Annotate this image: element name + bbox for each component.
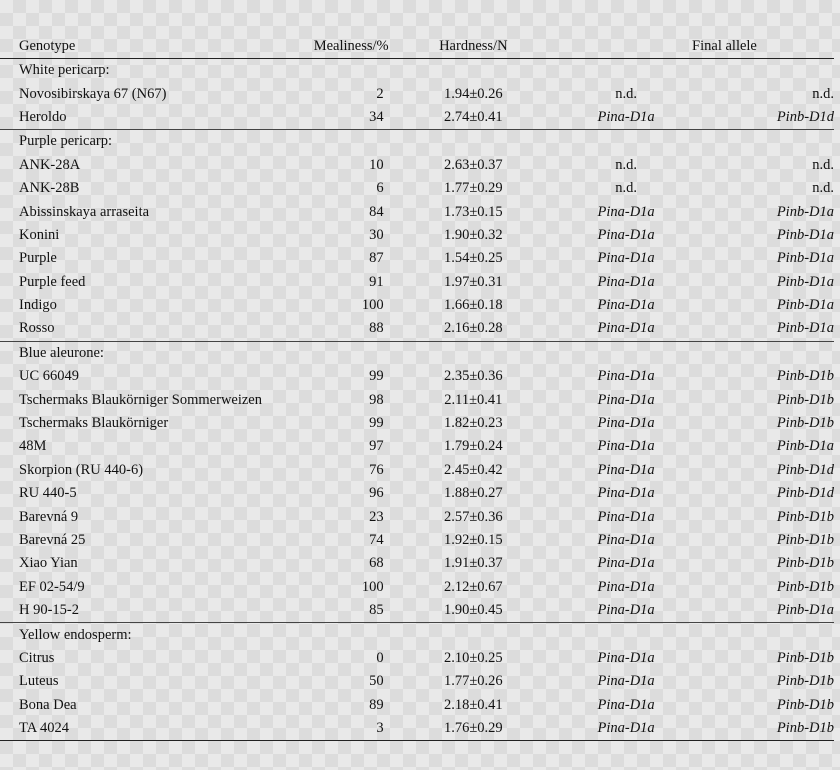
- header-mealiness: Mealiness/%: [314, 34, 389, 59]
- hardness-cell: 1.90±0.32: [443, 226, 503, 243]
- pina-allele-cell: n.d.: [615, 156, 637, 173]
- genotype-cell: Tschermaks Blaukörniger: [19, 415, 169, 432]
- mealiness-cell: 23: [369, 508, 384, 525]
- table-row: [0, 317, 834, 341]
- table-row: [0, 106, 834, 130]
- table-row: [0, 82, 834, 105]
- hardness-cell: 2.10±0.25: [443, 649, 503, 666]
- mealiness-cell: 76: [369, 461, 384, 478]
- genotype-cell: Rosso: [19, 320, 55, 337]
- mealiness-cell: 99: [369, 415, 384, 432]
- pinb-allele-cell: Pinb-D1b: [776, 555, 834, 572]
- genotype-cell: Purple: [19, 250, 57, 267]
- hardness-cell: 1.77±0.29: [443, 180, 503, 197]
- table-row: [0, 576, 834, 599]
- hardness-cell: 2.18±0.41: [443, 696, 503, 713]
- pinb-allele-cell: Pinb-D1a: [776, 203, 834, 220]
- mealiness-cell: 85: [369, 602, 384, 619]
- pina-allele-cell: Pina-D1a: [597, 555, 655, 572]
- pina-allele-cell: Pina-D1a: [597, 508, 655, 525]
- hardness-cell: 1.88±0.27: [443, 485, 503, 502]
- mealiness-cell: 100: [361, 578, 384, 595]
- pina-allele-cell: n.d.: [615, 180, 637, 197]
- hardness-cell: 1.90±0.45: [443, 602, 503, 619]
- hardness-cell: 2.63±0.37: [443, 156, 503, 173]
- pinb-allele-cell: Pinb-D1b: [776, 415, 834, 432]
- hardness-cell: 1.97±0.31: [443, 273, 503, 290]
- table-row: [0, 435, 834, 458]
- pina-allele-cell: Pina-D1a: [597, 391, 655, 408]
- pina-allele-cell: Pina-D1a: [597, 368, 655, 385]
- table-row: [0, 717, 834, 741]
- pina-allele-cell: Pina-D1a: [597, 438, 655, 455]
- group-header-row: [0, 59, 834, 83]
- table-row: [0, 459, 834, 482]
- hardness-cell: 1.79±0.24: [443, 438, 503, 455]
- genotype-cell: ANK-28B: [19, 180, 80, 197]
- table-row: [0, 529, 834, 552]
- genotype-cell: Skorpion (RU 440-6): [19, 461, 144, 478]
- pina-allele-cell: Pina-D1a: [597, 415, 655, 432]
- hardness-cell: 2.74±0.41: [443, 108, 503, 125]
- header-row: [0, 34, 834, 59]
- genotype-cell: TA 4024: [0, 717, 314, 741]
- genotype-cell: Bona Dea: [19, 696, 77, 713]
- pinb-allele-cell: Pinb-D1b: [776, 696, 834, 713]
- table-row: [0, 599, 834, 623]
- mealiness-cell: 91: [369, 273, 384, 290]
- hardness-cell: 2.57±0.36: [443, 508, 503, 525]
- pinb-allele-cell: n.d.: [812, 85, 834, 102]
- pinb-allele-cell: Pinb-D1d: [776, 461, 834, 478]
- pinb-allele-cell: Pinb-D1a: [776, 320, 834, 337]
- pina-allele-cell: Pina-D1a: [597, 602, 655, 619]
- mealiness-cell: 100: [361, 297, 384, 314]
- pina-allele-cell: Pina-D1a: [597, 297, 655, 314]
- pina-allele-cell: Pina-D1a: [597, 461, 655, 478]
- hardness-cell: 2.16±0.28: [443, 320, 503, 337]
- table-row: [0, 294, 834, 317]
- pina-allele-cell: Pina-D1a: [597, 578, 655, 595]
- table-row: [0, 247, 834, 270]
- pinb-allele-cell: Pinb-D1b: [776, 391, 834, 408]
- table-row: [0, 552, 834, 575]
- genotype-cell: Xiao Yian: [19, 555, 78, 572]
- genotype-cell: Novosibirskaya 67 (N67): [19, 85, 167, 102]
- table-row: [0, 412, 834, 435]
- pina-allele-cell: Pina-D1a: [597, 696, 655, 713]
- pina-allele-cell: Pina-D1a: [597, 226, 655, 243]
- genotype-cell: UC 66049: [19, 368, 80, 385]
- pina-allele-cell: Pina-D1a: [597, 320, 655, 337]
- genotype-cell: Luteus: [19, 673, 59, 690]
- pinb-allele-cell: Pinb-D1b: [776, 578, 834, 595]
- pinb-allele-cell: Pinb-D1b: [776, 508, 834, 525]
- hardness-cell: 1.82±0.23: [443, 415, 503, 432]
- mealiness-cell: 74: [369, 532, 384, 548]
- pinb-allele-cell: Pinb-D1a: [776, 297, 834, 314]
- hardness-cell: 1.73±0.15: [443, 203, 503, 220]
- header-final-allele: Final allele: [558, 34, 834, 59]
- pinb-allele-cell: Pinb-D1a: [776, 250, 834, 267]
- genotype-cell: Purple feed: [19, 273, 86, 290]
- pina-allele-cell: Pina-D1a: [597, 673, 655, 690]
- mealiness-cell: 3: [314, 717, 389, 741]
- hardness-cell: 2.35±0.36: [443, 368, 503, 385]
- genotype-cell: Heroldo: [19, 108, 67, 125]
- pinb-allele-cell: Pinb-D1a: [776, 438, 834, 455]
- mealiness-cell: 88: [369, 320, 384, 337]
- mealiness-cell: 84: [369, 203, 384, 220]
- pina-allele-cell: Pina-D1a: [597, 485, 655, 502]
- genotype-cell: RU 440-5: [19, 485, 77, 502]
- mealiness-cell: 98: [369, 391, 384, 408]
- mealiness-cell: 89: [369, 696, 384, 713]
- mealiness-cell: 0: [376, 649, 384, 666]
- pinb-allele-cell: Pinb-D1b: [776, 649, 834, 666]
- genotype-cell: H 90-15-2: [19, 602, 80, 619]
- hardness-cell: 1.54±0.25: [443, 250, 503, 267]
- group-header-row: [0, 341, 834, 365]
- genotype-cell: 48M: [19, 438, 47, 455]
- table-row: [0, 365, 834, 388]
- mealiness-cell: 99: [369, 368, 384, 385]
- group-label: Blue aleurone:: [0, 341, 834, 365]
- mealiness-cell: 96: [369, 485, 384, 502]
- pinb-allele-cell: Pinb-D1b: [776, 368, 834, 385]
- pina-allele-cell: Pina-D1a: [597, 273, 655, 290]
- group-label: Purple pericarp:: [0, 130, 834, 154]
- hardness-cell: 1.91±0.37: [443, 555, 503, 572]
- hardness-cell: 1.76±0.29: [389, 717, 558, 741]
- header-hardness: Hardness/N: [389, 34, 558, 59]
- table-row: [0, 177, 834, 200]
- pina-allele-cell: Pina-D1a: [597, 532, 655, 548]
- pina-allele-cell: Pina-D1a: [597, 203, 655, 220]
- table-row: [0, 694, 834, 717]
- hardness-cell: 2.11±0.41: [444, 391, 503, 408]
- header-genotype: Genotype: [0, 34, 314, 59]
- pinb-allele-cell: n.d.: [812, 156, 834, 173]
- pinb-allele-cell: Pinb-D1b: [776, 673, 834, 690]
- table-body: [0, 59, 834, 741]
- mealiness-cell: 30: [369, 226, 384, 243]
- hardness-cell: 1.77±0.26: [443, 673, 503, 690]
- hardness-cell: 2.45±0.42: [443, 461, 503, 478]
- mealiness-cell: 50: [369, 673, 384, 690]
- pinb-allele-cell: Pinb-D1b: [694, 717, 834, 741]
- table-row: [0, 224, 834, 247]
- group-label: White pericarp:: [19, 62, 110, 79]
- mealiness-cell: 34: [369, 108, 384, 125]
- group-header-row: [0, 623, 834, 647]
- table-row: [0, 670, 834, 693]
- pinb-allele-cell: Pinb-D1b: [776, 532, 834, 548]
- table-row: [0, 271, 834, 294]
- table-row: [0, 505, 834, 528]
- mealiness-cell: 2: [376, 85, 384, 102]
- pinb-allele-cell: Pinb-D1a: [776, 273, 834, 290]
- pina-allele-cell: Pina-D1a: [597, 649, 655, 666]
- pinb-allele-cell: Pinb-D1a: [776, 226, 834, 243]
- pinb-allele-cell: Pinb-D1d: [776, 108, 834, 125]
- mealiness-cell: 68: [369, 555, 384, 572]
- genotype-cell: Barevná 25: [19, 532, 86, 548]
- table-row: [0, 388, 834, 411]
- pinb-allele-cell: n.d.: [812, 180, 834, 197]
- pinb-allele-cell: Pinb-D1d: [776, 485, 834, 502]
- pina-allele-cell: n.d.: [615, 85, 637, 102]
- pina-allele-cell: Pina-D1a: [597, 250, 655, 267]
- genotype-cell: EF 02-54/9: [19, 578, 85, 595]
- genotype-cell: Barevná 9: [19, 508, 79, 525]
- table-header: [0, 34, 834, 59]
- genotype-cell: Konini: [19, 226, 60, 243]
- hardness-cell: 1.66±0.18: [443, 297, 503, 314]
- genotype-cell: Indigo: [19, 297, 57, 314]
- hardness-cell: 1.94±0.26: [443, 85, 503, 102]
- mealiness-cell: 10: [369, 156, 384, 173]
- mealiness-cell: 6: [376, 180, 384, 197]
- group-label: Yellow endosperm:: [0, 623, 834, 647]
- table-row: [0, 154, 834, 177]
- table-row: [0, 200, 834, 223]
- genotype-table: [0, 34, 834, 741]
- pina-allele-cell: Pina-D1a: [597, 108, 655, 125]
- hardness-cell: 2.12±0.67: [443, 578, 503, 595]
- group-header-row: [0, 130, 834, 154]
- genotype-cell: Tschermaks Blaukörniger Sommerweizen: [19, 391, 262, 408]
- hardness-cell: 1.92±0.15: [443, 532, 503, 548]
- pinb-allele-cell: Pinb-D1a: [776, 602, 834, 619]
- mealiness-cell: 87: [369, 250, 384, 267]
- table-row: [0, 482, 834, 505]
- pina-allele-cell: Pina-D1a: [558, 717, 694, 741]
- genotype-cell: Abissinskaya arraseita: [19, 203, 150, 220]
- genotype-cell: Citrus: [19, 649, 55, 666]
- genotype-cell: ANK-28A: [19, 156, 81, 173]
- table-row: [0, 647, 834, 670]
- mealiness-cell: 97: [369, 438, 384, 455]
